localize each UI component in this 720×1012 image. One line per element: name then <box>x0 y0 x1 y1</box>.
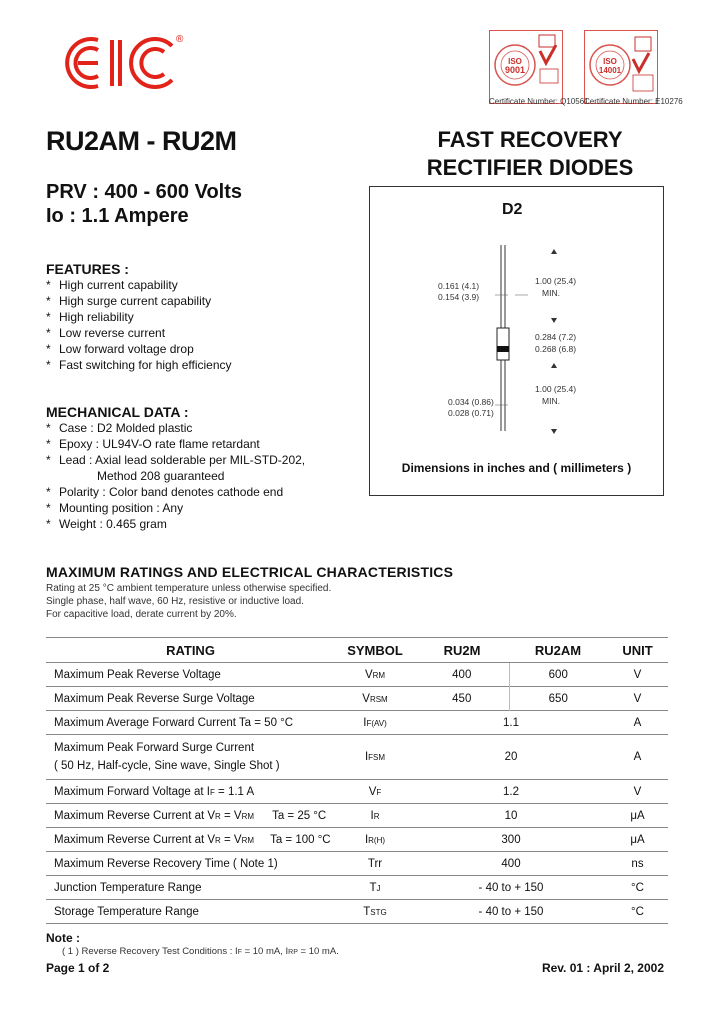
dim-lead-length-top: 1.00 (25.4) MIN. <box>535 276 577 298</box>
cert2-num: 14001 <box>598 66 622 75</box>
dim-lead-length-bottom: 1.00 (25.4) MIN. <box>535 384 577 406</box>
diagram-title: D2 <box>502 201 523 218</box>
eic-logo <box>64 32 184 94</box>
table-row: Maximum Peak Forward Surge Current ( 50 Hz, Half-cycle, Sine wave, Single Shot ) IFSM 20 A <box>46 735 668 780</box>
list-item: * Case : D2 Molded plastic <box>46 421 193 435</box>
list-item: * Low reverse current <box>46 326 166 340</box>
table-row: Maximum Peak Reverse Voltage VRM 400 600 V <box>46 663 668 687</box>
revision: Rev. 01 : April 2, 2002 <box>541 961 664 975</box>
cert1-top: ISO <box>508 57 522 66</box>
rating-note-3: For capacitive load, derate current by 20%. <box>46 609 237 620</box>
package-diagram <box>369 186 664 496</box>
list-item: * Mounting position : Any <box>46 501 184 515</box>
cert2-label: Certificate Number: E10276 <box>584 97 683 106</box>
table-row: Junction Temperature Range TJ - 40 to + 150 °C <box>46 876 668 900</box>
cert1-label: Certificate Number: Q10561 <box>489 97 589 106</box>
col-ru2m: RU2M <box>415 638 509 663</box>
product-title-line2: RECTIFIER DIODES <box>426 155 634 180</box>
table-row: Storage Temperature Range TSTG - 40 to + 150 °C <box>46 900 668 924</box>
note-heading: Note : <box>46 931 80 945</box>
col-unit: UNIT <box>607 638 668 663</box>
table-row: Maximum Average Forward Current Ta = 50 °C IF(AV) 1.1 A <box>46 711 668 735</box>
iso14001-badge <box>584 30 658 104</box>
page-number: Page 1 of 2 <box>46 961 110 975</box>
diagram-caption: Dimensions in inches and ( millimeters ) <box>401 461 632 475</box>
col-rating: RATING <box>46 638 335 663</box>
table-row: Maximum Reverse Current at VR = VRM Ta = 100 °C IR(H) 300 μA <box>46 828 668 852</box>
product-title-line1: FAST RECOVERY <box>437 127 623 152</box>
dim-lead-diameter: 0.161 (4.1) 0.154 (3.9) <box>438 281 480 302</box>
list-item: Method 208 guaranteed <box>97 469 225 483</box>
list-item: * High reliability <box>46 310 134 324</box>
list-item: * Epoxy : UL94V-O rate flame retardant <box>46 437 260 451</box>
list-item: * Weight : 0.465 gram <box>46 517 167 531</box>
registered-mark: ® <box>176 34 184 45</box>
mechanical-list <box>46 420 305 532</box>
dim-body-length: 0.284 (7.2) 0.268 (6.8) <box>535 332 577 354</box>
ratings-table <box>46 637 668 924</box>
list-item: * Low forward voltage drop <box>46 342 194 356</box>
part-title: RU2AM - RU2M <box>46 126 237 156</box>
iso9001-badge <box>489 30 563 104</box>
prv-spec: PRV : 400 - 600 Volts <box>46 181 243 203</box>
col-symbol: SYMBOL <box>335 638 415 663</box>
col-ru2am: RU2AM <box>509 638 607 663</box>
table-row: Maximum Reverse Recovery Time ( Note 1) Trr 400 ns <box>46 852 668 876</box>
table-header-row <box>46 638 668 663</box>
mechanical-heading: MECHANICAL DATA : <box>46 404 189 420</box>
list-item: * High surge current capability <box>46 294 212 308</box>
features-list <box>46 277 232 373</box>
note-1: ( 1 ) Reverse Recovery Test Conditions : IF = 10 mA, IRP = 10 mA. <box>62 946 339 957</box>
list-item: * Lead : Axial lead solderable per MIL-STD-202, <box>46 453 306 467</box>
rating-note-1: Rating at 25 °C ambient temperature unless otherwise specified. <box>46 583 332 594</box>
cert1-num: 9001 <box>504 65 526 75</box>
list-item: * High current capability <box>46 278 178 292</box>
rating-note-2: Single phase, half wave, 60 Hz, resistive or inductive load. <box>46 596 304 607</box>
io-spec: Io : 1.1 Ampere <box>46 205 189 227</box>
features-heading: FEATURES : <box>46 261 129 277</box>
product-title <box>400 126 660 182</box>
list-item: * Polarity : Color band denotes cathode end <box>46 485 284 499</box>
dim-wire-diameter: 0.034 (0.86) 0.028 (0.71) <box>448 397 494 418</box>
table-row: Maximum Forward Voltage at IF = 1.1 A VF 1.2 V <box>46 780 668 804</box>
cert2-top: ISO <box>603 57 617 66</box>
diode-outline <box>370 187 663 495</box>
table-row: Maximum Peak Reverse Surge Voltage VRSM 450 650 V <box>46 687 668 711</box>
ratings-heading: MAXIMUM RATINGS AND ELECTRICAL CHARACTERISTICS <box>46 564 454 580</box>
table-row: Maximum Reverse Current at VR = VRM Ta = 25 °C IR 10 μA <box>46 804 668 828</box>
list-item: * Fast switching for high efficiency <box>46 358 232 372</box>
